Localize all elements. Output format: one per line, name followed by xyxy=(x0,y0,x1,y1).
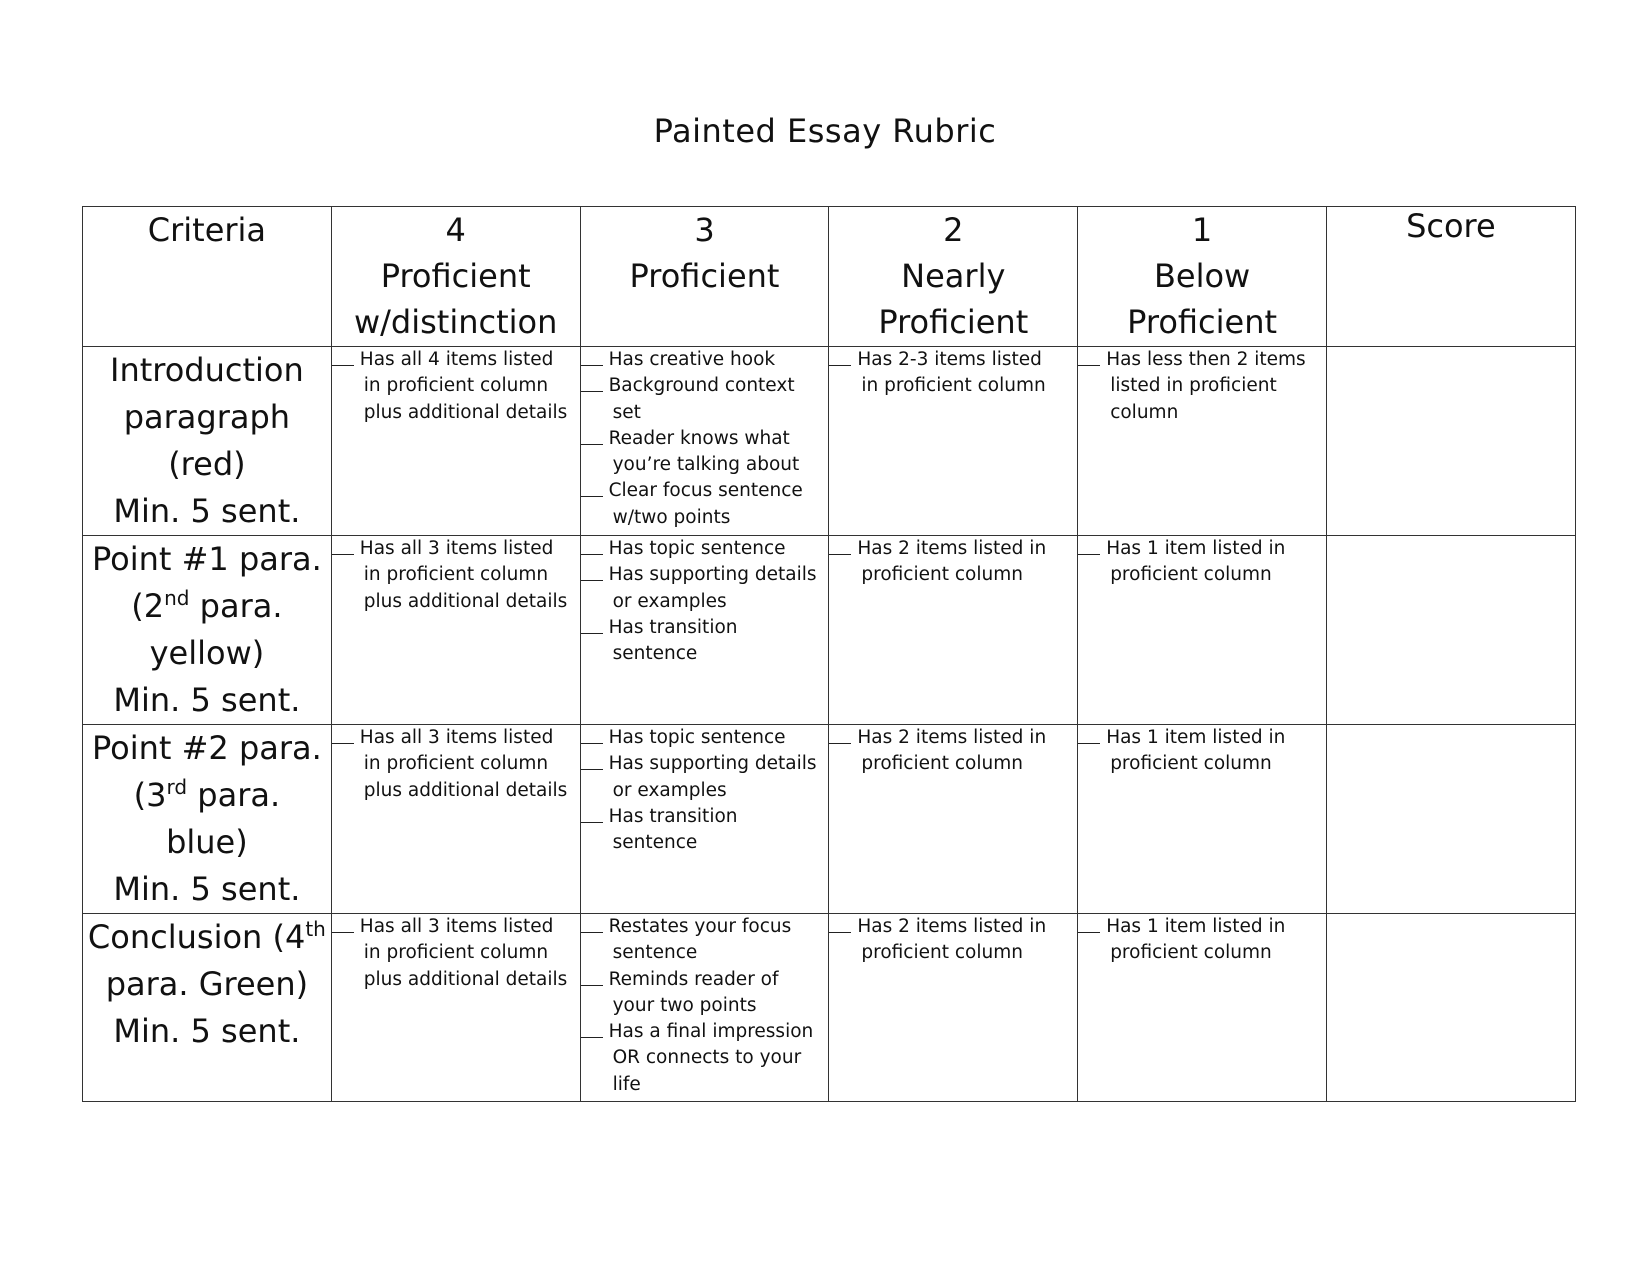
check-blank[interactable] xyxy=(581,822,603,823)
check-blank[interactable] xyxy=(1078,554,1100,555)
check-blank[interactable] xyxy=(332,743,354,744)
level-4-cell xyxy=(331,536,580,725)
checklist-item: Has 2 items listed in proficient column xyxy=(829,725,1077,778)
level-2-cell xyxy=(829,914,1078,1102)
score-cell[interactable] xyxy=(1326,914,1575,1102)
check-blank[interactable] xyxy=(581,444,603,445)
criteria-cell: Point #2 para. (3rd para. blue) Min. 5 sent. xyxy=(83,725,332,914)
level-1-cell xyxy=(1078,725,1327,914)
checklist-item: Has supporting details or examples xyxy=(581,562,829,615)
level-3-cell xyxy=(580,347,829,536)
checklist-item: Reminds reader of your two points xyxy=(581,967,829,1020)
level-3-header: 3 Proficient xyxy=(580,207,829,347)
criteria-header: Criteria xyxy=(83,207,332,347)
score-header: Score xyxy=(1326,207,1575,347)
checklist-item: Has supporting details or examples xyxy=(581,751,829,804)
check-blank[interactable] xyxy=(581,932,603,933)
checklist-item: Has a final impression OR connects to your life xyxy=(581,1019,829,1098)
level-1-cell xyxy=(1078,914,1327,1102)
checklist-item: Has all 4 items listed in proficient column plus additional details xyxy=(332,347,580,426)
table-row xyxy=(83,536,1576,725)
checklist-item: Reader knows what you’re talking about xyxy=(581,426,829,479)
check-blank[interactable] xyxy=(1078,743,1100,744)
check-blank[interactable] xyxy=(581,743,603,744)
table-row xyxy=(83,347,1576,536)
checklist-item: Has transition sentence xyxy=(581,615,829,668)
page-title: Painted Essay Rubric xyxy=(653,112,997,150)
check-blank[interactable] xyxy=(332,554,354,555)
check-blank[interactable] xyxy=(581,391,603,392)
level-2-cell xyxy=(829,725,1078,914)
level-1-cell xyxy=(1078,536,1327,725)
check-blank[interactable] xyxy=(829,743,851,744)
level-3-cell xyxy=(580,725,829,914)
checklist-item: Has creative hook xyxy=(581,347,829,373)
check-blank[interactable] xyxy=(581,496,603,497)
checklist-item: Has 2-3 items listed in proficient column xyxy=(829,347,1077,400)
level-4-cell xyxy=(331,347,580,536)
checklist-item: Has 1 item listed in proficient column xyxy=(1078,914,1326,967)
checklist-item: Has less then 2 items listed in proficient column xyxy=(1078,347,1326,426)
criteria-cell: Conclusion (4th para. Green) Min. 5 sent. xyxy=(83,914,332,1102)
level-2-cell xyxy=(829,536,1078,725)
check-blank[interactable] xyxy=(581,633,603,634)
checklist-item: Has 2 items listed in proficient column xyxy=(829,536,1077,589)
level-4-cell xyxy=(331,725,580,914)
check-blank[interactable] xyxy=(581,580,603,581)
check-blank[interactable] xyxy=(1078,365,1100,366)
level-1-cell xyxy=(1078,347,1327,536)
check-blank[interactable] xyxy=(332,932,354,933)
level-4-cell xyxy=(331,914,580,1102)
criteria-cell: Introduction paragraph (red) Min. 5 sent. xyxy=(83,347,332,536)
rubric-table xyxy=(82,206,1576,1102)
check-blank[interactable] xyxy=(581,985,603,986)
level-4-header: 4 Proficient w/distinction xyxy=(331,207,580,347)
checklist-item: Has all 3 items listed in proficient column plus additional details xyxy=(332,725,580,804)
check-blank[interactable] xyxy=(829,365,851,366)
check-blank[interactable] xyxy=(581,1037,603,1038)
checklist-item: Has transition sentence xyxy=(581,804,829,857)
score-cell[interactable] xyxy=(1326,347,1575,536)
checklist-item: Has 1 item listed in proficient column xyxy=(1078,725,1326,778)
checklist-item: Has all 3 items listed in proficient column plus additional details xyxy=(332,914,580,993)
table-row xyxy=(83,725,1576,914)
level-2-cell xyxy=(829,347,1078,536)
level-3-cell xyxy=(580,536,829,725)
checklist-item: Has topic sentence xyxy=(581,725,829,751)
level-3-cell xyxy=(580,914,829,1102)
checklist-item: Has all 3 items listed in proficient column plus additional details xyxy=(332,536,580,615)
level-1-header: 1 Below Proficient xyxy=(1078,207,1327,347)
level-2-header: 2 Nearly Proficient xyxy=(829,207,1078,347)
score-cell[interactable] xyxy=(1326,536,1575,725)
check-blank[interactable] xyxy=(581,769,603,770)
check-blank[interactable] xyxy=(581,554,603,555)
check-blank[interactable] xyxy=(829,554,851,555)
check-blank[interactable] xyxy=(829,932,851,933)
check-blank[interactable] xyxy=(1078,932,1100,933)
score-cell[interactable] xyxy=(1326,725,1575,914)
criteria-cell: Point #1 para. (2nd para. yellow) Min. 5 sent. xyxy=(83,536,332,725)
checklist-item: Clear focus sentence w/two points xyxy=(581,478,829,531)
checklist-item: Has 2 items listed in proficient column xyxy=(829,914,1077,967)
checklist-item: Has 1 item listed in proficient column xyxy=(1078,536,1326,589)
check-blank[interactable] xyxy=(581,365,603,366)
checklist-item: Background context set xyxy=(581,373,829,426)
check-blank[interactable] xyxy=(332,365,354,366)
checklist-item: Restates your focus sentence xyxy=(581,914,829,967)
checklist-item: Has topic sentence xyxy=(581,536,829,562)
header-row xyxy=(83,207,1576,347)
table-row xyxy=(83,914,1576,1102)
